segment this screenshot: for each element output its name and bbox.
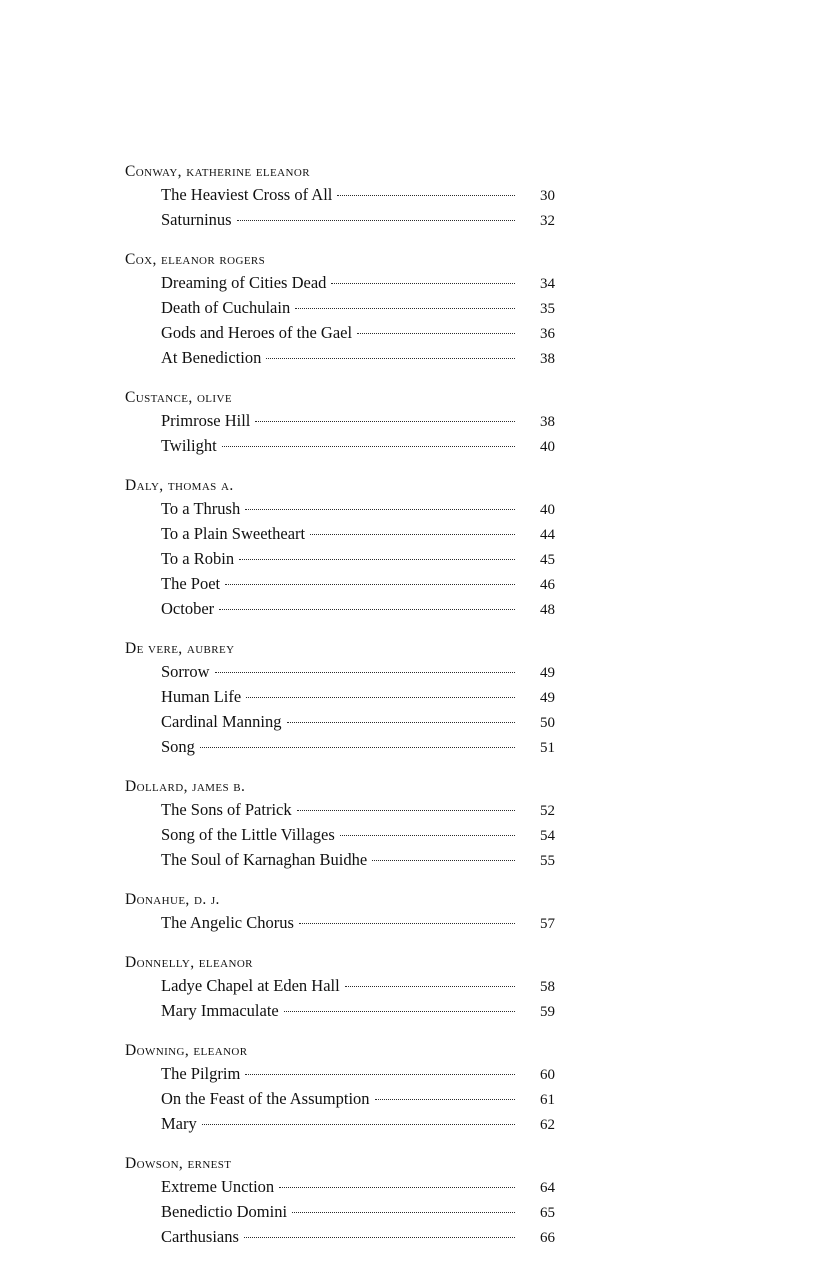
toc-entry-page: 35 <box>540 301 555 317</box>
leader-dots <box>200 747 515 748</box>
toc-entry-title: Song of the Little Villages <box>161 825 335 844</box>
leader-dots <box>266 358 515 359</box>
toc-entry-title: The Heaviest Cross of All <box>161 185 333 204</box>
toc-entry[interactable] <box>125 522 555 547</box>
toc-entry-page: 49 <box>540 665 555 681</box>
toc-entry-page: 38 <box>540 351 555 367</box>
toc-entry-page: 34 <box>540 276 555 292</box>
toc-entry[interactable] <box>125 271 555 296</box>
toc-entry[interactable] <box>125 1087 555 1112</box>
leader-dots <box>299 923 515 924</box>
toc-entry-page: 64 <box>540 1180 555 1196</box>
toc-entry-page: 30 <box>540 188 555 204</box>
toc-entry-page: 61 <box>540 1092 555 1108</box>
toc-entry-page: 57 <box>540 916 555 932</box>
toc-entry[interactable] <box>125 1062 555 1087</box>
author-name: De vere, aubrey <box>125 640 235 657</box>
toc-entry-page: 36 <box>540 326 555 342</box>
toc-entry[interactable] <box>125 660 555 685</box>
toc-entry-title: Extreme Unction <box>161 1177 275 1196</box>
author-name: Donahue, d. j. <box>125 891 220 908</box>
author-group <box>125 640 555 760</box>
toc-entry[interactable] <box>125 497 555 522</box>
leader-dots <box>295 308 515 309</box>
author-name: Conway, katherine eleanor <box>125 163 310 180</box>
toc-entry-page: 62 <box>540 1117 555 1133</box>
author-group <box>125 954 555 1024</box>
toc-entry-page: 32 <box>540 213 555 229</box>
toc-entry-title: The Angelic Chorus <box>161 913 294 932</box>
leader-dots <box>372 860 515 861</box>
leader-dots <box>292 1212 515 1213</box>
leader-dots <box>225 584 515 585</box>
leader-dots <box>219 609 515 610</box>
toc-entry-title: October <box>161 599 215 618</box>
toc-entry-page: 44 <box>540 527 555 543</box>
toc-entry-page: 65 <box>540 1205 555 1221</box>
toc-entry-title: Cardinal Manning <box>161 712 282 731</box>
toc-entry[interactable] <box>125 296 555 321</box>
toc-entry-title: Ladye Chapel at Eden Hall <box>161 976 340 995</box>
toc-entry[interactable] <box>125 208 555 233</box>
toc-entry[interactable] <box>125 999 555 1024</box>
author-group <box>125 1042 555 1137</box>
toc-entry-title: At Benediction <box>161 348 262 367</box>
toc-entry[interactable] <box>125 321 555 346</box>
author-name: Downing, eleanor <box>125 1042 248 1059</box>
toc-entry-page: 40 <box>540 502 555 518</box>
toc-entry-page: 49 <box>540 690 555 706</box>
toc-entry[interactable] <box>125 409 555 434</box>
table-of-contents <box>125 163 555 1250</box>
toc-entry[interactable] <box>125 685 555 710</box>
toc-entry[interactable] <box>125 572 555 597</box>
leader-dots <box>255 421 515 422</box>
toc-entry-title: Human Life <box>161 687 242 706</box>
toc-entry[interactable] <box>125 547 555 572</box>
leader-dots <box>310 534 515 535</box>
toc-entry-page: 55 <box>540 853 555 869</box>
toc-entry-title: Carthusians <box>161 1227 239 1246</box>
toc-entry-title: To a Plain Sweetheart <box>161 524 306 543</box>
leader-dots <box>215 672 515 673</box>
toc-entry-page: 52 <box>540 803 555 819</box>
toc-entry[interactable] <box>125 735 555 760</box>
toc-entry-page: 59 <box>540 1004 555 1020</box>
leader-dots <box>375 1099 515 1100</box>
toc-entry[interactable] <box>125 798 555 823</box>
toc-entry[interactable] <box>125 434 555 459</box>
leader-dots <box>202 1124 515 1125</box>
toc-entry-page: 54 <box>540 828 555 844</box>
author-name: Donnelly, eleanor <box>125 954 253 971</box>
toc-entry[interactable] <box>125 848 555 873</box>
toc-entry[interactable] <box>125 346 555 371</box>
toc-entry-page: 46 <box>540 577 555 593</box>
author-group <box>125 163 555 233</box>
toc-entry-title: On the Feast of the Assumption <box>161 1089 370 1108</box>
toc-entry[interactable] <box>125 1225 555 1250</box>
toc-entry[interactable] <box>125 597 555 622</box>
leader-dots <box>357 333 515 334</box>
toc-entry-title: The Sons of Patrick <box>161 800 292 819</box>
author-group <box>125 1155 555 1250</box>
toc-entry-page: 51 <box>540 740 555 756</box>
toc-entry[interactable] <box>125 823 555 848</box>
toc-entry-title: Song <box>161 737 195 756</box>
toc-entry-title: Death of Cuchulain <box>161 298 291 317</box>
author-group <box>125 891 555 936</box>
author-name: Custance, olive <box>125 389 232 406</box>
author-group <box>125 778 555 873</box>
toc-entry[interactable] <box>125 183 555 208</box>
author-name: Cox, eleanor rogers <box>125 251 266 268</box>
toc-entry-title: Saturninus <box>161 210 232 229</box>
leader-dots <box>245 1074 515 1075</box>
leader-dots <box>246 697 515 698</box>
toc-entry-title: Gods and Heroes of the Gael <box>161 323 353 342</box>
toc-entry-title: Benedictio Domini <box>161 1202 288 1221</box>
leader-dots <box>337 195 515 196</box>
toc-entry-title: To a Robin <box>161 549 235 568</box>
toc-entry-title: The Pilgrim <box>161 1064 241 1083</box>
toc-entry-page: 40 <box>540 439 555 455</box>
toc-entry[interactable] <box>125 1175 555 1200</box>
leader-dots <box>244 1237 515 1238</box>
leader-dots <box>237 220 515 221</box>
toc-entry[interactable] <box>125 974 555 999</box>
toc-entry[interactable] <box>125 710 555 735</box>
toc-entry-page: 50 <box>540 715 555 731</box>
leader-dots <box>297 810 515 811</box>
author-group <box>125 389 555 459</box>
toc-entry-page: 38 <box>540 414 555 430</box>
toc-entry-page: 60 <box>540 1067 555 1083</box>
leader-dots <box>239 559 515 560</box>
toc-entry-title: Twilight <box>161 436 217 455</box>
toc-entry-page: 58 <box>540 979 555 995</box>
toc-entry-page: 66 <box>540 1230 555 1246</box>
leader-dots <box>279 1187 515 1188</box>
toc-entry-page: 48 <box>540 602 555 618</box>
author-name: Daly, thomas a. <box>125 477 234 494</box>
toc-entry[interactable] <box>125 1200 555 1225</box>
toc-entry[interactable] <box>125 1112 555 1137</box>
toc-entry-title: Dreaming of Cities Dead <box>161 273 327 292</box>
toc-entry-title: The Poet <box>161 574 221 593</box>
toc-entry[interactable] <box>125 911 555 936</box>
leader-dots <box>345 986 515 987</box>
toc-entry-title: Mary <box>161 1114 197 1133</box>
toc-entry-title: Primrose Hill <box>161 411 251 430</box>
leader-dots <box>331 283 515 284</box>
leader-dots <box>287 722 515 723</box>
leader-dots <box>284 1011 515 1012</box>
leader-dots <box>340 835 515 836</box>
toc-entry-title: Mary Immaculate <box>161 1001 279 1020</box>
author-group <box>125 251 555 371</box>
toc-entry-title: Sorrow <box>161 662 210 681</box>
toc-entry-title: To a Thrush <box>161 499 241 518</box>
leader-dots <box>245 509 515 510</box>
author-name: Dollard, james b. <box>125 778 246 795</box>
toc-entry-page: 45 <box>540 552 555 568</box>
leader-dots <box>222 446 515 447</box>
author-name: Dowson, ernest <box>125 1155 232 1172</box>
toc-entry-title: The Soul of Karnaghan Buidhe <box>161 850 368 869</box>
author-group <box>125 477 555 622</box>
